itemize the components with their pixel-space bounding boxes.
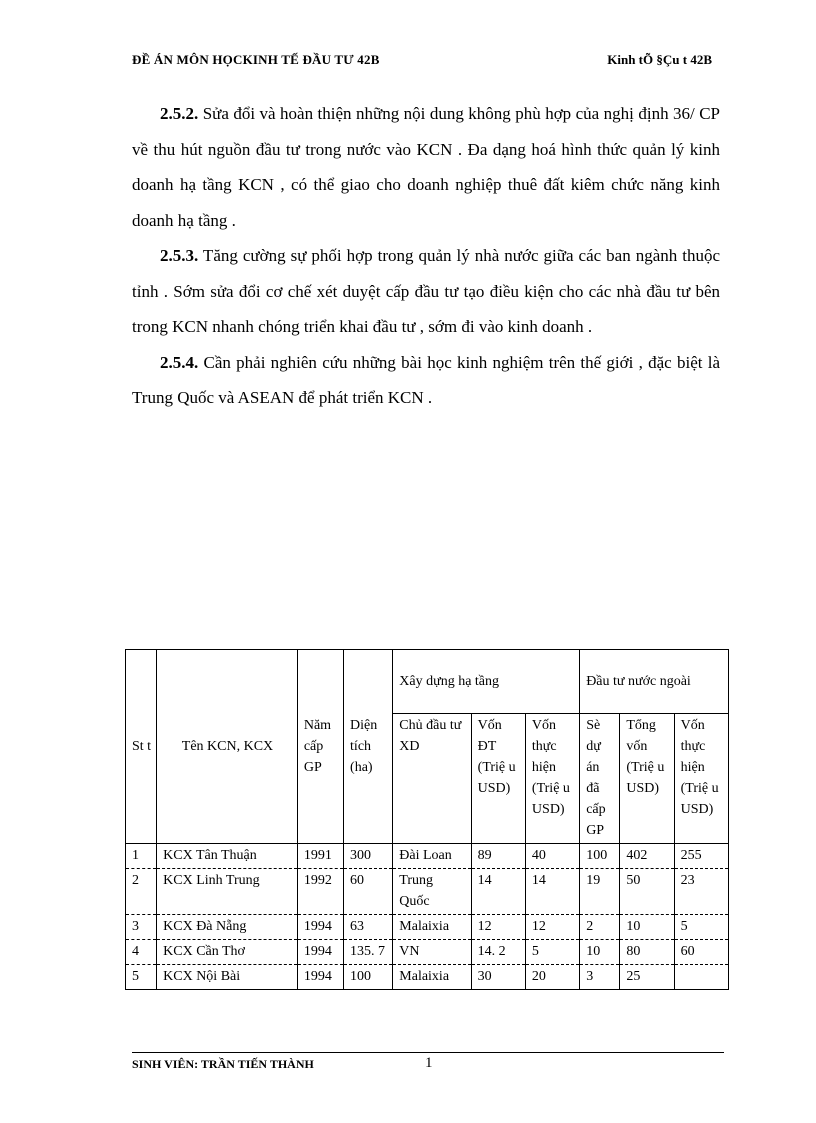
header-course: Kinh tÕ §Çu t 42B xyxy=(607,52,712,67)
header-projects: Sè dự án đã cấp GP xyxy=(580,714,620,844)
header-group-fdi: Đầu tư nước ngoài xyxy=(580,650,729,714)
header-group-infra: Xây dựng hạ tầng xyxy=(393,650,580,714)
cell-capital-dt: 12 xyxy=(471,915,525,940)
cell-capital-realized-infra: 12 xyxy=(525,915,579,940)
cell-capital-dt: 14 xyxy=(471,869,525,915)
header-capital-realized-fdi: Vốn thực hiện (Triệ u USD) xyxy=(674,714,728,844)
cell-year: 1994 xyxy=(297,965,343,990)
cell-capital-realized-infra: 5 xyxy=(525,940,579,965)
cell-capital-dt: 30 xyxy=(471,965,525,990)
cell-capital-realized-infra: 14 xyxy=(525,869,579,915)
footer-student: SINH VIÊN: TRẦN TIẾN THÀNH xyxy=(132,1057,314,1071)
cell-area: 100 xyxy=(344,965,393,990)
paragraph-text: Sửa đổi và hoàn thiện những nội dung không phù hợp của nghị định 36/ CP về thu hút nguồn đầu tư trong nước vào KCN . Đa dạng hoá hình thức quản lý kinh doanh hạ tầng KCN , có thể giao cho doanh nghiệp thuê đất kiêm chức năng kinh doanh hạ tầng . xyxy=(132,104,720,230)
cell-investor: Malaixia xyxy=(393,965,471,990)
cell-projects: 100 xyxy=(580,844,620,869)
cell-stt: 4 xyxy=(126,940,157,965)
cell-name: KCX Đà Nẵng xyxy=(157,915,298,940)
cell-capital-dt: 89 xyxy=(471,844,525,869)
page-number: 1 xyxy=(425,1055,433,1071)
header-investor: Chủ đầu tư XD xyxy=(393,714,471,844)
cell-area: 135. 7 xyxy=(344,940,393,965)
page-header xyxy=(132,52,712,72)
cell-name: KCX Cần Thơ xyxy=(157,940,298,965)
cell-projects: 10 xyxy=(580,940,620,965)
paragraph xyxy=(132,96,720,238)
cell-capital-realized-fdi: 255 xyxy=(674,844,728,869)
cell-area: 300 xyxy=(344,844,393,869)
header-capital-dt: Vốn ĐT (Triệ u USD) xyxy=(471,714,525,844)
cell-year: 1994 xyxy=(297,915,343,940)
footer-divider xyxy=(132,1052,724,1053)
table-row xyxy=(126,940,729,965)
cell-capital-realized-fdi: 5 xyxy=(674,915,728,940)
cell-projects: 19 xyxy=(580,869,620,915)
cell-projects: 3 xyxy=(580,965,620,990)
header-area: Diện tích (ha) xyxy=(344,650,393,844)
header-title: ĐỀ ÁN MÔN HỌCKINH TẾ ĐẦU TƯ 42B xyxy=(132,52,380,67)
paragraph xyxy=(132,345,720,416)
table-row xyxy=(126,844,729,869)
section-number: 2.5.4. xyxy=(160,352,199,372)
cell-area: 60 xyxy=(344,869,393,915)
header-year: Năm cấp GP xyxy=(297,650,343,844)
cell-total-capital: 10 xyxy=(620,915,674,940)
cell-capital-realized-infra: 20 xyxy=(525,965,579,990)
paragraph-text: Tăng cường sự phối hợp trong quản lý nhà nước giữa các ban ngành thuộc tỉnh . Sớm sửa đổi cơ chế xét duyệt cấp đầu tư tạo điều kiện cho các nhà đầu tư bên trong KCN nhanh chóng triển khai đầu tư , sớm đi vào kinh doanh . xyxy=(132,246,720,336)
cell-name: KCX Tân Thuận xyxy=(157,844,298,869)
cell-total-capital: 402 xyxy=(620,844,674,869)
table-row xyxy=(126,965,729,990)
header-name: Tên KCN, KCX xyxy=(157,650,298,844)
section-number: 2.5.3. xyxy=(160,246,199,265)
cell-year: 1991 xyxy=(297,844,343,869)
cell-capital-realized-fdi xyxy=(674,965,728,990)
cell-total-capital: 50 xyxy=(620,869,674,915)
cell-projects: 2 xyxy=(580,915,620,940)
body-text xyxy=(132,96,720,416)
cell-name: KCX Nội Bài xyxy=(157,965,298,990)
cell-investor: Trung Quốc xyxy=(393,869,471,915)
cell-capital-realized-infra: 40 xyxy=(525,844,579,869)
cell-stt: 1 xyxy=(126,844,157,869)
cell-capital-realized-fdi: 23 xyxy=(674,869,728,915)
table-row xyxy=(126,869,729,915)
cell-total-capital: 25 xyxy=(620,965,674,990)
header-stt: St t xyxy=(126,650,157,844)
cell-stt: 3 xyxy=(126,915,157,940)
paragraph xyxy=(132,238,720,345)
cell-year: 1992 xyxy=(297,869,343,915)
cell-capital-realized-fdi: 60 xyxy=(674,940,728,965)
cell-capital-dt: 14. 2 xyxy=(471,940,525,965)
kcn-table xyxy=(125,649,729,990)
cell-investor: Đài Loan xyxy=(393,844,471,869)
cell-investor: VN xyxy=(393,940,471,965)
table-row xyxy=(126,915,729,940)
paragraph-text: Cần phải nghiên cứu những bài học kinh nghiệm trên thế giới , đặc biệt là Trung Quốc và ASEAN để phát triển KCN . xyxy=(132,352,720,407)
cell-investor: Malaixia xyxy=(393,915,471,940)
cell-stt: 2 xyxy=(126,869,157,915)
cell-name: KCX Linh Trung xyxy=(157,869,298,915)
cell-area: 63 xyxy=(344,915,393,940)
cell-stt: 5 xyxy=(126,965,157,990)
cell-year: 1994 xyxy=(297,940,343,965)
section-number: 2.5.2. xyxy=(160,104,199,123)
cell-total-capital: 80 xyxy=(620,940,674,965)
header-total-capital: Tổng vốn (Triệ u USD) xyxy=(620,714,674,844)
header-capital-realized-infra: Vốn thực hiện (Triệ u USD) xyxy=(525,714,579,844)
